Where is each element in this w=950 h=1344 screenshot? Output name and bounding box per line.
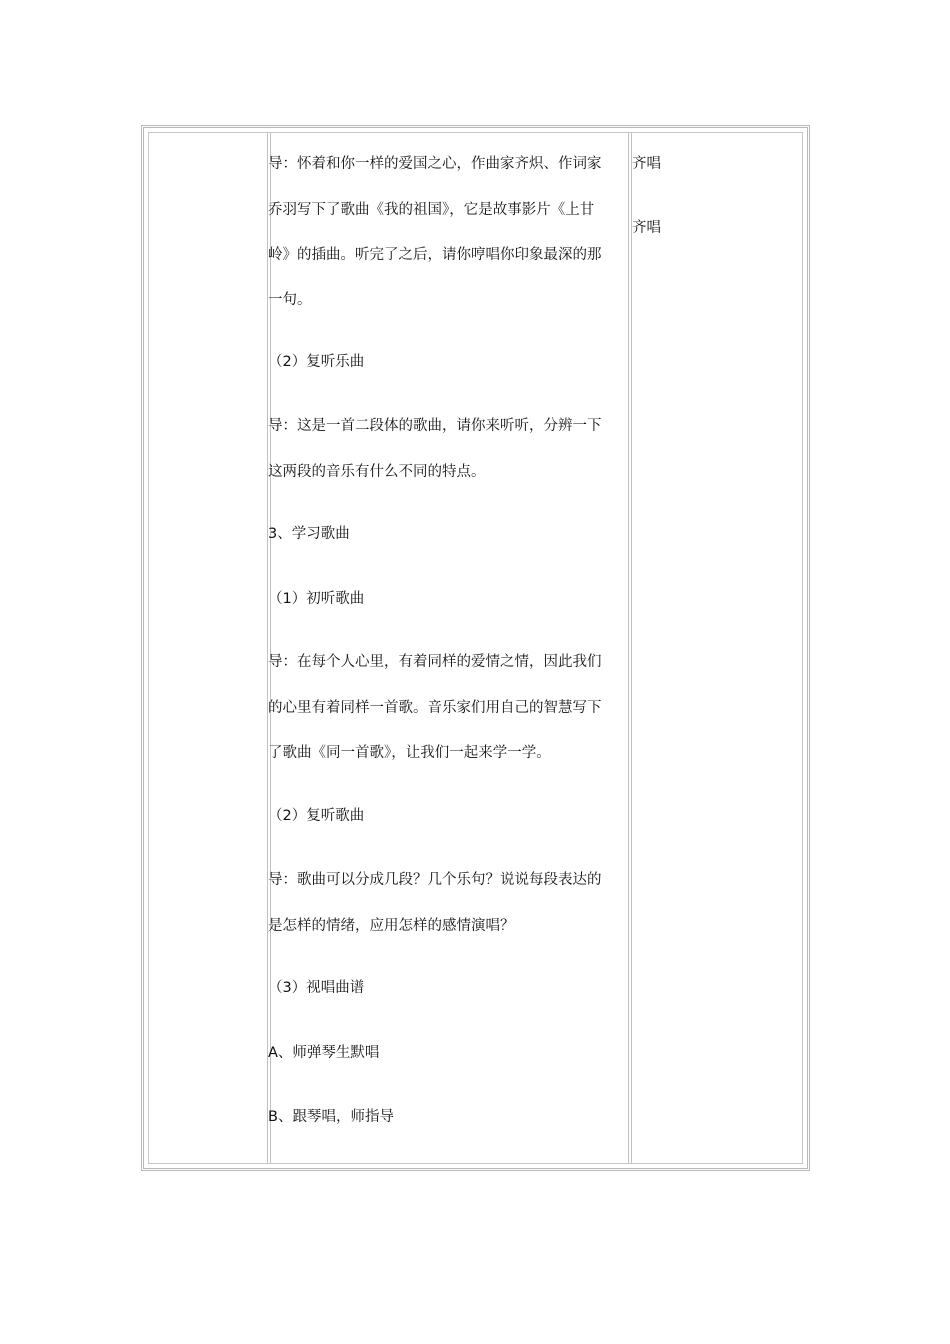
content-line: 导：歌曲可以分成几段？几个乐句？说说每段表达的	[268, 872, 602, 888]
content-line: 一句。	[268, 292, 312, 308]
table-inner-border	[148, 132, 803, 1164]
content-line: 的心里有着同样一首歌。音乐家们用自己的智慧写下	[268, 700, 602, 716]
activity-note: 齐唱	[632, 220, 661, 236]
section-heading: （2）复听歌曲	[268, 808, 365, 824]
section-heading: （1）初听歌曲	[268, 591, 365, 607]
column-divider-left	[267, 132, 271, 1164]
content-line: 这两段的音乐有什么不同的特点。	[268, 464, 486, 480]
activity-note: 齐唱	[632, 156, 661, 172]
section-heading: （3）视唱曲谱	[268, 980, 365, 996]
content-line: A、师弹琴生默唱	[268, 1045, 380, 1061]
content-line: 了歌曲《同一首歌》，让我们一起来学一学。	[268, 745, 551, 761]
column-divider-right	[628, 132, 632, 1164]
content-line: 是怎样的情绪，应用怎样的感情演唱？	[268, 918, 515, 934]
section-heading: 3、学习歌曲	[268, 526, 350, 542]
section-heading: （2）复听乐曲	[268, 354, 365, 370]
content-line: 导：这是一首二段体的歌曲，请你来听听，分辨一下	[268, 418, 602, 434]
lesson-table	[141, 125, 810, 1171]
content-line: 岭》的插曲。听完了之后，请你哼唱你印象最深的那	[268, 247, 602, 263]
content-line: 乔羽写下了歌曲《我的祖国》，它是故事影片《上甘	[268, 202, 595, 218]
content-line: 导：在每个人心里，有着同样的爱情之情，因此我们	[268, 654, 602, 670]
content-line: 导：怀着和你一样的爱国之心，作曲家齐炽、作词家	[268, 156, 602, 172]
content-line: B、跟琴唱，师指导	[268, 1109, 394, 1125]
